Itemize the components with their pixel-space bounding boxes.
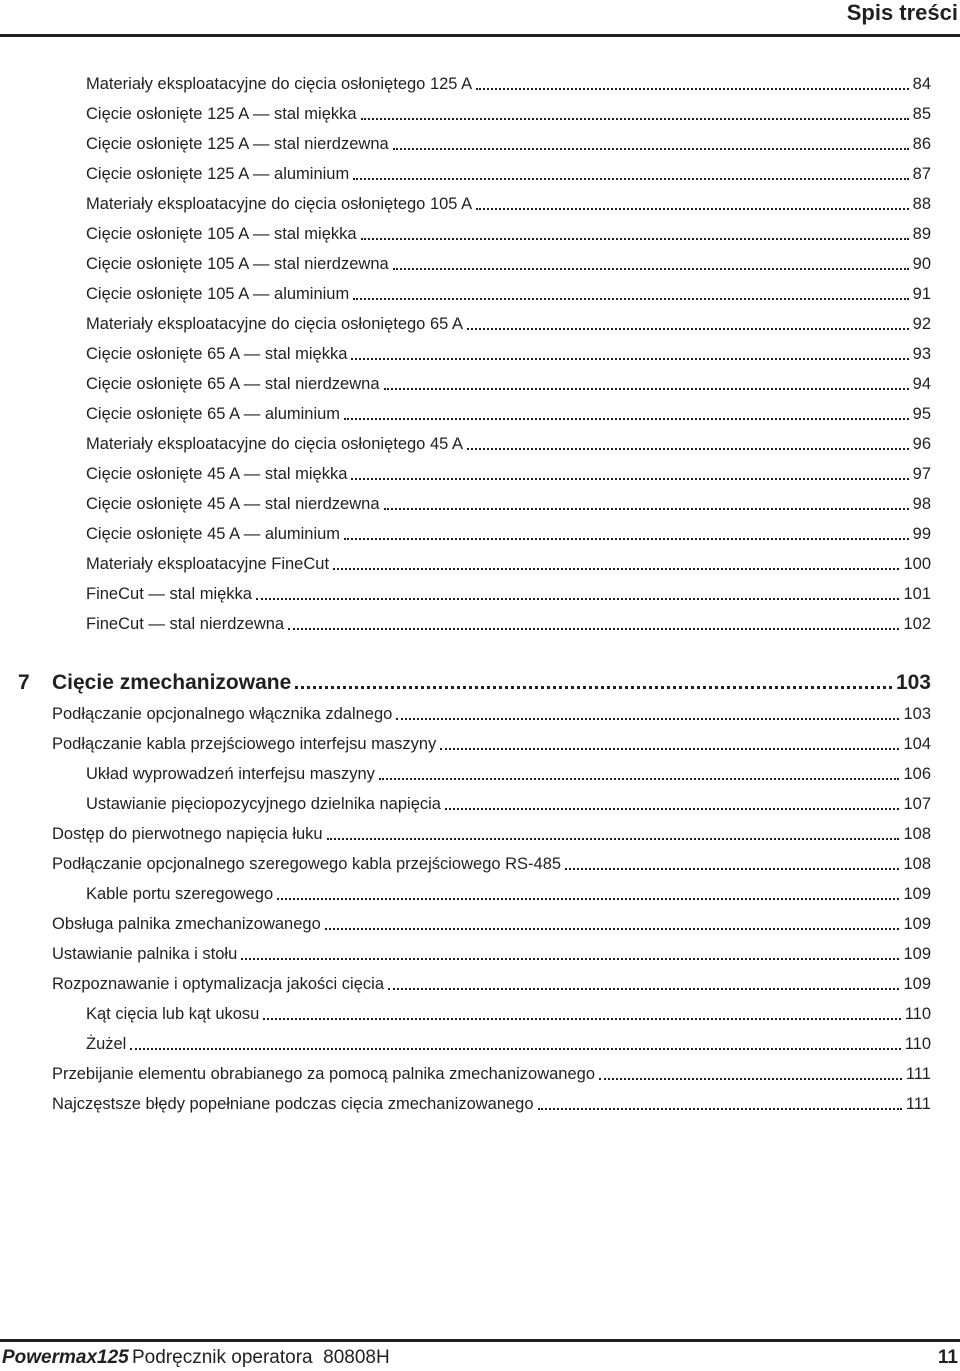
toc-entry-page: 95 [912, 405, 931, 423]
toc-entry[interactable] [52, 970, 931, 994]
toc-entry-title: Cięcie osłonięte 105 A — aluminium [86, 285, 350, 303]
toc-entry-title: Dostęp do pierwotnego napięcia łuku [52, 825, 323, 843]
chapter-title: Cięcie zmechanizowane [52, 671, 292, 694]
product-name: Powermax125 [2, 1347, 129, 1368]
leader-dots [256, 598, 900, 600]
toc-entry[interactable] [86, 400, 931, 424]
toc-entry-title: Rozpoznawanie i optymalizacja jakości cięcia [52, 975, 384, 993]
toc-entry-page: 111 [905, 1095, 931, 1113]
leader-dots [440, 748, 899, 750]
toc-entry-title: Cięcie osłonięte 105 A — stal miękka [86, 225, 357, 243]
chapter-page: 103 [895, 671, 931, 694]
toc-entry-title: Najczęstsze błędy popełniane podczas cięcia zmechanizowanego [52, 1095, 534, 1113]
leader-dots [277, 898, 899, 900]
page-title: Spis treści [846, 0, 958, 25]
toc-entry[interactable] [86, 340, 931, 364]
toc-entry[interactable] [52, 820, 931, 844]
toc-entry[interactable] [86, 190, 931, 214]
toc-entry[interactable] [86, 130, 931, 154]
toc-entry-title: FineCut — stal nierdzewna [86, 615, 285, 633]
toc-entry[interactable] [86, 520, 931, 544]
toc-subentry[interactable] [86, 880, 931, 904]
toc-entry[interactable] [86, 70, 931, 94]
leader-dots [384, 388, 909, 390]
toc-entry-title: Obsługa palnika zmechanizowanego [52, 915, 321, 933]
toc-entry[interactable] [86, 370, 931, 394]
toc-entry-page: 110 [904, 1005, 931, 1023]
toc-entry-title: Cięcie osłonięte 105 A — stal nierdzewna [86, 255, 389, 273]
toc-entry[interactable] [86, 490, 931, 514]
page-number: 11 [937, 1347, 958, 1368]
toc-entry[interactable] [86, 580, 931, 604]
toc-entry-title: Podłączanie kabla przejściowego interfejsu maszyny [52, 735, 437, 753]
toc-entry-page: 86 [912, 135, 931, 153]
leader-dots [327, 838, 900, 840]
page-footer [0, 1347, 960, 1369]
toc-entry[interactable] [52, 1090, 931, 1114]
toc-entry[interactable] [86, 280, 931, 304]
toc-subentry[interactable] [86, 760, 931, 784]
toc-entry[interactable] [52, 700, 931, 724]
toc-entry-page: 89 [912, 225, 931, 243]
toc-entry[interactable] [86, 610, 931, 634]
leader-dots [333, 568, 899, 570]
chapter-number: 7 [18, 671, 30, 694]
toc-entry[interactable] [86, 430, 931, 454]
toc-entry-page: 87 [912, 165, 931, 183]
toc-entry[interactable] [52, 850, 931, 874]
toc-entry-page: 91 [912, 285, 931, 303]
leader-dots [325, 928, 900, 930]
toc-entry-title: Materiały eksploatacyjne FineCut [86, 555, 330, 573]
toc-entry-page: 103 [903, 705, 931, 723]
toc-entry-page: 109 [903, 975, 931, 993]
leader-dots [295, 686, 892, 689]
toc-entry-page: 111 [905, 1065, 931, 1083]
leader-dots [241, 958, 899, 960]
leader-dots [263, 1018, 900, 1020]
toc-entry-page: 96 [912, 435, 931, 453]
toc-entry-title: Materiały eksploatacyjne do cięcia osłoniętego 65 A [86, 315, 463, 333]
leader-dots [396, 718, 899, 720]
toc-entry-title: Cięcie osłonięte 125 A — stal nierdzewna [86, 135, 389, 153]
toc-entry-title: Układ wyprowadzeń interfejsu maszyny [86, 765, 375, 783]
toc-chapter-heading[interactable] [18, 665, 931, 695]
leader-dots [476, 208, 908, 210]
leader-dots [467, 448, 909, 450]
leader-dots [344, 538, 909, 540]
toc-entry-page: 110 [904, 1035, 931, 1053]
leader-dots [351, 478, 908, 480]
leader-dots [361, 118, 909, 120]
toc-entry-title: Ustawianie palnika i stołu [52, 945, 238, 963]
toc-entry-page: 99 [912, 525, 931, 543]
toc-entry-title: Materiały eksploatacyjne do cięcia osłoniętego 125 A [86, 75, 473, 93]
leader-dots [384, 508, 909, 510]
toc-entry-page: 98 [912, 495, 931, 513]
toc-entry-page: 107 [903, 795, 931, 813]
toc-entry-page: 101 [903, 585, 931, 603]
manual-title: Podręcznik operatora 80808H [132, 1347, 390, 1368]
leader-dots [393, 268, 909, 270]
toc-entry-page: 92 [912, 315, 931, 333]
toc-entry-page: 106 [903, 765, 931, 783]
toc-entry[interactable] [86, 250, 931, 274]
leader-dots [388, 988, 899, 990]
toc-entry-title: Cięcie osłonięte 45 A — stal nierdzewna [86, 495, 380, 513]
toc-entry-page: 90 [912, 255, 931, 273]
leader-dots [353, 298, 908, 300]
toc-entry-title: Materiały eksploatacyjne do cięcia osłoniętego 105 A [86, 195, 473, 213]
footer-divider [0, 1339, 960, 1342]
toc-entry-page: 100 [903, 555, 931, 573]
toc-entry[interactable] [86, 550, 931, 574]
toc-entry-title: Przebijanie elementu obrabianego za pomocą palnika zmechanizowanego [52, 1065, 596, 1083]
toc-entry-page: 109 [903, 945, 931, 963]
toc-entry-page: 94 [912, 375, 931, 393]
toc-entry[interactable] [86, 100, 931, 124]
toc-entry[interactable] [52, 910, 931, 934]
toc-subentry[interactable] [86, 790, 931, 814]
leader-dots [288, 628, 899, 630]
toc-entry-page: 109 [903, 915, 931, 933]
toc-entry-title: Cięcie osłonięte 65 A — stal nierdzewna [86, 375, 380, 393]
toc-entry-title: Materiały eksploatacyjne do cięcia osłoniętego 45 A [86, 435, 463, 453]
toc-subentry[interactable] [86, 1000, 931, 1024]
leader-dots [353, 178, 908, 180]
toc-entry-page: 104 [903, 735, 931, 753]
leader-dots [379, 778, 900, 780]
toc-entry-title: Żużel [86, 1035, 127, 1053]
toc-entry-page: 108 [903, 855, 931, 873]
leader-dots [476, 88, 908, 90]
toc-entry-title: FineCut — stal miękka [86, 585, 252, 603]
leader-dots [445, 808, 900, 810]
toc-entry[interactable] [52, 1060, 931, 1084]
toc-entry-page: 84 [912, 75, 931, 93]
toc-entry-title: Kable portu szeregowego [86, 885, 274, 903]
toc-subentry[interactable] [86, 1030, 931, 1054]
toc-entry-page: 88 [912, 195, 931, 213]
toc-entry-page: 97 [912, 465, 931, 483]
toc-entry-title: Cięcie osłonięte 65 A — stal miękka [86, 345, 348, 363]
leader-dots [351, 358, 908, 360]
toc-entry-title: Kąt cięcia lub kąt ukosu [86, 1005, 260, 1023]
toc-entry-title: Cięcie osłonięte 125 A — aluminium [86, 165, 350, 183]
leader-dots [393, 148, 909, 150]
toc-entry-page: 102 [903, 615, 931, 633]
toc-entry[interactable] [52, 940, 931, 964]
toc-entry-page: 85 [912, 105, 931, 123]
toc-entry-title: Cięcie osłonięte 125 A — stal miękka [86, 105, 357, 123]
leader-dots [538, 1108, 902, 1110]
leader-dots [130, 1048, 900, 1050]
toc-entry-title: Ustawianie pięciopozycyjnego dzielnika napięcia [86, 795, 441, 813]
leader-dots [565, 868, 899, 870]
toc-entry-title: Cięcie osłonięte 65 A — aluminium [86, 405, 341, 423]
leader-dots [361, 238, 909, 240]
leader-dots [467, 328, 909, 330]
toc-entry-title: Podłączanie opcjonalnego włącznika zdalnego [52, 705, 393, 723]
leader-dots [344, 418, 909, 420]
toc-entry-title: Cięcie osłonięte 45 A — aluminium [86, 525, 341, 543]
leader-dots [599, 1078, 902, 1080]
toc-entry-page: 93 [912, 345, 931, 363]
toc-entry-title: Cięcie osłonięte 45 A — stal miękka [86, 465, 348, 483]
header-divider [0, 34, 960, 37]
toc-entry-page: 108 [903, 825, 931, 843]
toc-entry[interactable] [86, 220, 931, 244]
toc-entry[interactable] [52, 730, 931, 754]
toc-entry-title: Podłączanie opcjonalnego szeregowego kabla przejściowego RS-485 [52, 855, 562, 873]
toc-entry[interactable] [86, 310, 931, 334]
toc-entry[interactable] [86, 460, 931, 484]
toc-entry[interactable] [86, 160, 931, 184]
toc-entry-page: 109 [903, 885, 931, 903]
